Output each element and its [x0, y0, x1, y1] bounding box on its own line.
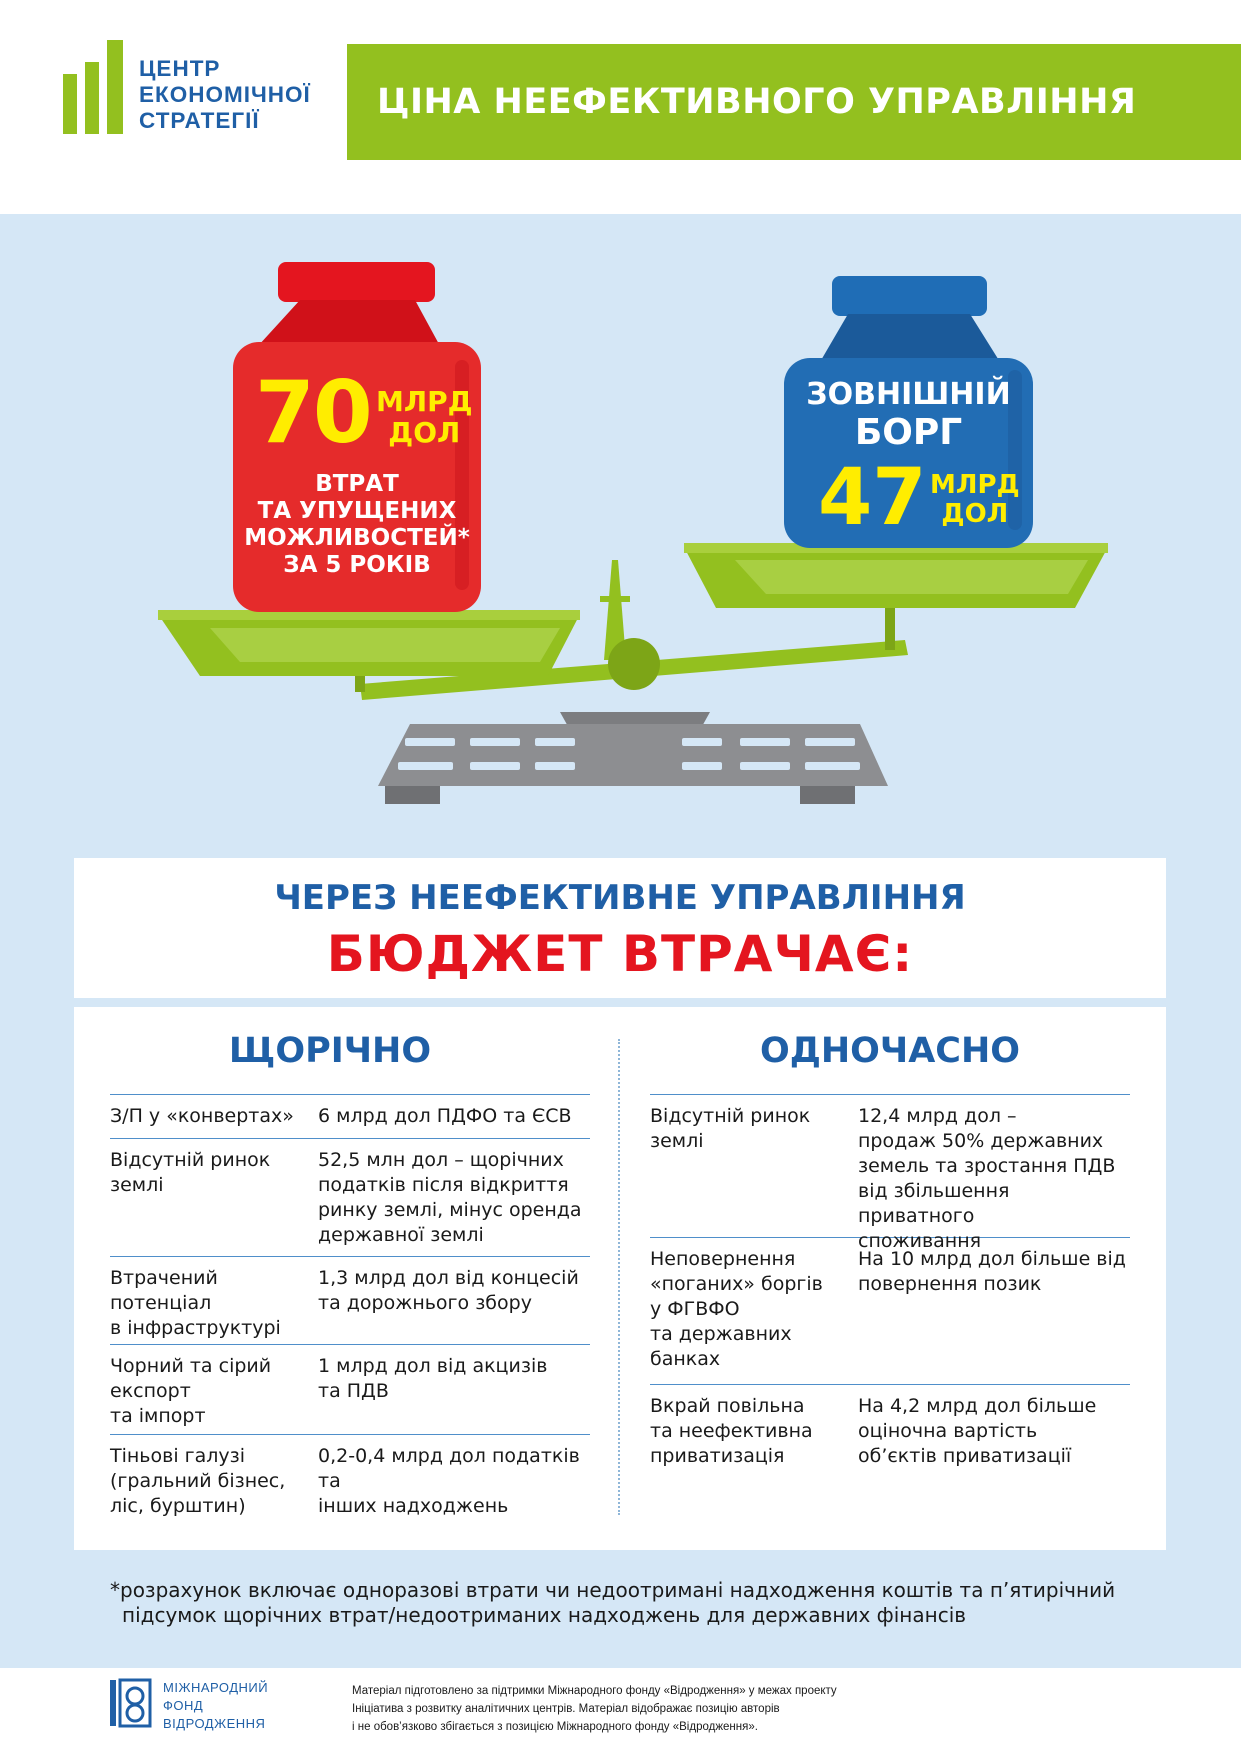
row-value: На 10 млрд дол більше від повернення позик — [858, 1248, 1126, 1295]
summary-line-1: ЧЕРЕЗ НЕЕФЕКТИВНЕ УПРАВЛІННЯ — [274, 878, 966, 918]
row-value: 52,5 млн дол – щорічних податків після відкриття ринку землі, мінус оренда державної землі — [318, 1149, 582, 1246]
scale-pivot — [608, 638, 660, 690]
disclaimer — [352, 1682, 837, 1736]
table-row — [110, 1344, 590, 1434]
left-weight-number: 70 — [255, 363, 371, 463]
losses-panel — [74, 1007, 1166, 1550]
table-row — [110, 1256, 590, 1344]
right-weight-unit-1: МЛРД — [930, 470, 1020, 500]
scale-base — [378, 724, 888, 786]
row-label: Чорний та сірий експорт та імпорт — [110, 1355, 272, 1427]
annual-table — [110, 1094, 590, 1522]
fund-name-3: ВІДРОДЖЕННЯ — [163, 1716, 266, 1731]
logo-line-3: СТРАТЕГІЇ — [139, 108, 260, 133]
onetime-table — [650, 1094, 1130, 1514]
table-row — [110, 1094, 590, 1138]
left-weight-caption — [233, 471, 481, 579]
logo-line-1: ЦЕНТР — [139, 56, 221, 81]
fund-name-2: ФОНД — [163, 1698, 204, 1713]
right-weight-title-1: ЗОВНІШНІЙ — [806, 377, 1011, 412]
right-weight-unit — [930, 471, 1020, 529]
annual-title: ЩОРІЧНО — [228, 1031, 432, 1071]
summary-panel — [74, 858, 1166, 998]
title-bar — [347, 44, 1241, 160]
column-divider — [618, 1039, 620, 1515]
row-value: 6 млрд дол ПДФО та ЄСВ — [318, 1105, 572, 1127]
left-weight-caption-3: МОЖЛИВОСТЕЙ* — [244, 525, 470, 551]
row-value: 1,3 млрд дол від концесій та дорожнього збору — [318, 1267, 579, 1314]
fund-name-1: МІЖНАРОДНИЙ — [163, 1680, 269, 1695]
scale-illustration — [0, 214, 1241, 814]
row-label: Відсутній ринок землі — [110, 1149, 271, 1196]
logo-line-2: ЕКОНОМІЧНОЇ — [139, 82, 311, 107]
right-weight-number: 47 — [818, 453, 927, 543]
logo-text — [139, 56, 311, 134]
table-row — [110, 1138, 590, 1256]
left-weight-caption-1: ВТРАТ — [315, 471, 399, 497]
page-title: ЦІНА НЕЕФЕКТИВНОГО УПРАВЛІННЯ — [377, 82, 1137, 122]
blue-weight-handle — [832, 276, 987, 316]
table-row — [650, 1094, 1130, 1252]
right-weight-title-2: БОРГ — [854, 412, 963, 453]
left-weight-unit-2: ДОЛ — [388, 416, 461, 449]
left-weight-caption-2: ТА УПУЩЕНИХ — [257, 498, 457, 524]
disclaimer-line-3: і не обов’язково збігається з позицією Міжнародного фонду «Відродження». — [352, 1721, 758, 1733]
fund-logo-icon — [108, 1678, 152, 1728]
row-value: На 4,2 млрд дол більше оціночна вартість об’єктів приватизації — [858, 1395, 1097, 1467]
left-weight-unit-1: МЛРД — [376, 385, 473, 418]
row-value: 1 млрд дол від акцизів та ПДВ — [318, 1355, 548, 1402]
row-label: Вкрай повільна та неефективна приватизація — [650, 1395, 813, 1467]
row-label: Тіньові галузі (гральний бізнес, ліс, бурштин) — [110, 1445, 286, 1517]
disclaimer-line-1: Матеріал підготовлено за підтримки Міжнародного фонду «Відродження» у межах проекту — [352, 1685, 837, 1697]
footnote-line-2: підсумок щорічних втрат/недоотриманих надходжень для державних фінансів — [122, 1603, 967, 1627]
row-value: 0,2-0,4 млрд дол податків та інших надходжень — [318, 1445, 580, 1517]
footnote-line-1: *розрахунок включає одноразові втрати чи недоотримані надходження коштів та п’ятирічний — [110, 1578, 1116, 1602]
left-weight-unit — [376, 386, 473, 448]
footnote — [110, 1578, 1115, 1628]
summary-line-2: БЮДЖЕТ ВТРАЧАЄ: — [326, 925, 914, 983]
table-row — [650, 1384, 1130, 1514]
row-value: 12,4 млрд дол – продаж 50% державних земель та зростання ПДВ від збільшення приватного споживання — [858, 1105, 1116, 1252]
left-weight-caption-4: ЗА 5 РОКІВ — [283, 552, 431, 578]
row-label: Неповернення «поганих» боргів у ФГВФО та державних банках — [650, 1248, 823, 1370]
row-label: Відсутній ринок землі — [650, 1105, 811, 1152]
onetime-title: ОДНОЧАСНО — [759, 1031, 1021, 1071]
fund-name — [163, 1679, 268, 1733]
disclaimer-line-2: Ініціатива з розвитку аналітичних центрів. Матеріал відображає позицію авторів — [352, 1703, 780, 1715]
right-weight-title — [784, 376, 1033, 452]
red-weight-handle — [278, 262, 435, 302]
row-label: Втрачений потенціал в інфраструктурі — [110, 1267, 281, 1339]
right-weight-unit-2: ДОЛ — [941, 499, 1009, 529]
row-label: З/П у «конвертах» — [110, 1105, 294, 1127]
table-row — [110, 1434, 590, 1522]
table-row — [650, 1237, 1130, 1384]
